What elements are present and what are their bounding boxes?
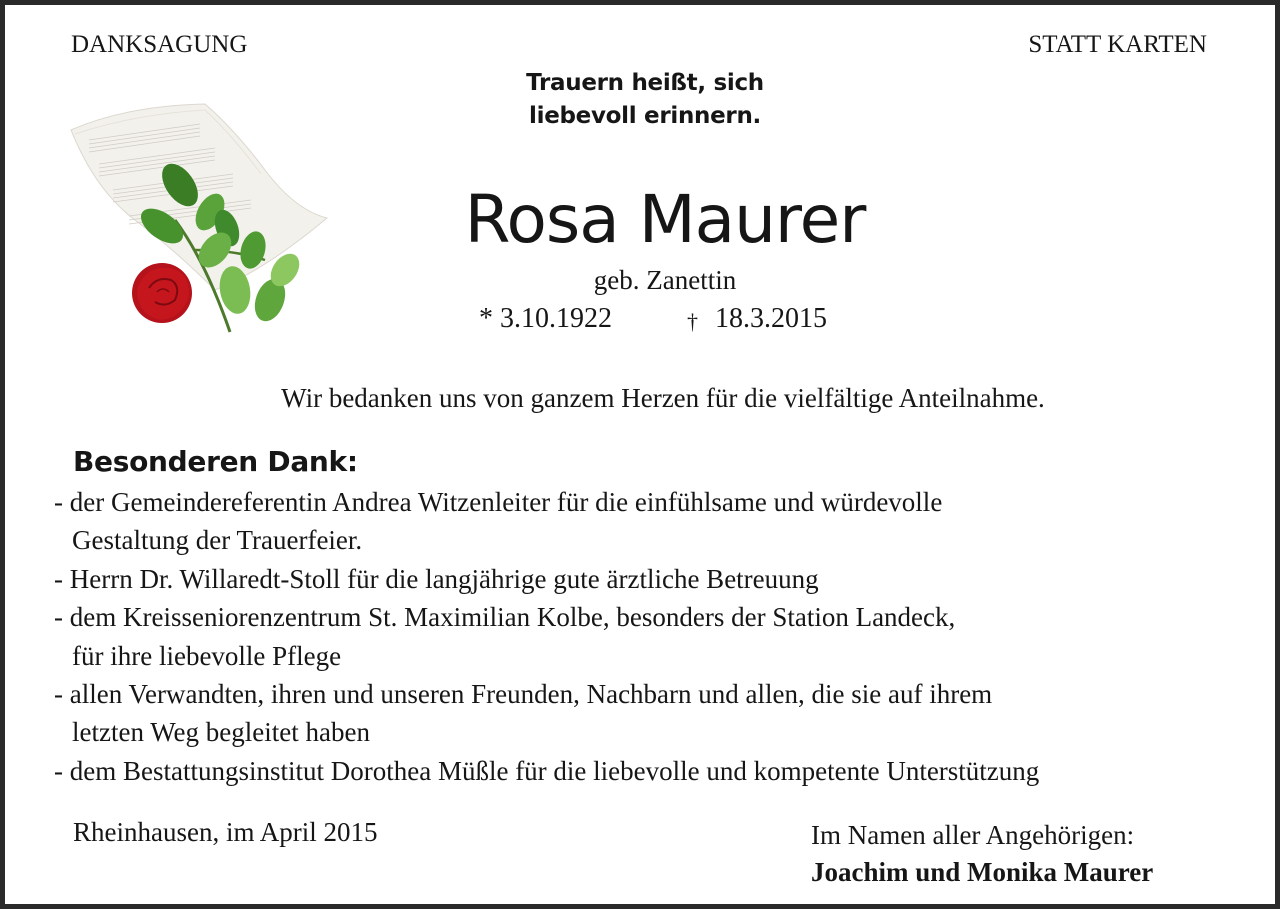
list-item: - der Gemeindereferentin Andrea Witzenleiter für die einfühlsame und würdevolle: [54, 487, 943, 517]
deceased-name: Rosa Maurer: [464, 181, 866, 258]
list-item: - dem Kreisseniorenzentrum St. Maximilian Kolbe, besonders der Station Landeck,: [54, 602, 956, 633]
death-date: 18.3.2015: [715, 303, 827, 334]
on-behalf-label: Im Namen aller Angehörigen:: [811, 820, 1135, 850]
special-thanks-heading: Besonderen Dank:: [73, 445, 358, 478]
motto-line-2: liebevoll erinnern.: [529, 103, 761, 129]
list-item-continuation: Gestaltung der Trauerfeier.: [72, 525, 363, 556]
general-thanks: Wir bedanken uns von ganzem Herzen für die vielfältige Anteilnahme.: [281, 383, 1045, 413]
list-item-continuation: für ihre liebevolle Pflege: [72, 640, 342, 671]
birth-date: * 3.10.1922: [479, 303, 612, 334]
place-and-date: Rheinhausen, im April 2015: [73, 817, 378, 847]
signatories: [811, 854, 1153, 891]
death-cross-icon: †: [687, 309, 698, 334]
list-item-continuation: letzten Weg begleitet haben: [72, 717, 370, 748]
header-right-label: STATT KARTEN: [1028, 31, 1207, 58]
signatories-names: Joachim und Monika Maurer: [811, 857, 1154, 887]
maiden-name: geb. Zanettin: [593, 265, 737, 295]
signature-block: [811, 817, 1153, 891]
list-item: - allen Verwandten, ihren und unseren Freunden, Nachbarn und allen, die sie auf ihrem: [54, 679, 993, 710]
special-thanks-list: [54, 483, 1039, 790]
list-item: - dem Bestattungsinstitut Dorothea Müßle für die liebevolle und kompetente Unterstützung: [54, 755, 1040, 786]
motto-line-1: Trauern heißt, sich: [526, 70, 764, 96]
header-left-label: DANKSAGUNG: [71, 31, 248, 58]
list-item: - Herrn Dr. Willaredt-Stoll für die langjährige gute ärztliche Betreuung: [54, 563, 819, 594]
